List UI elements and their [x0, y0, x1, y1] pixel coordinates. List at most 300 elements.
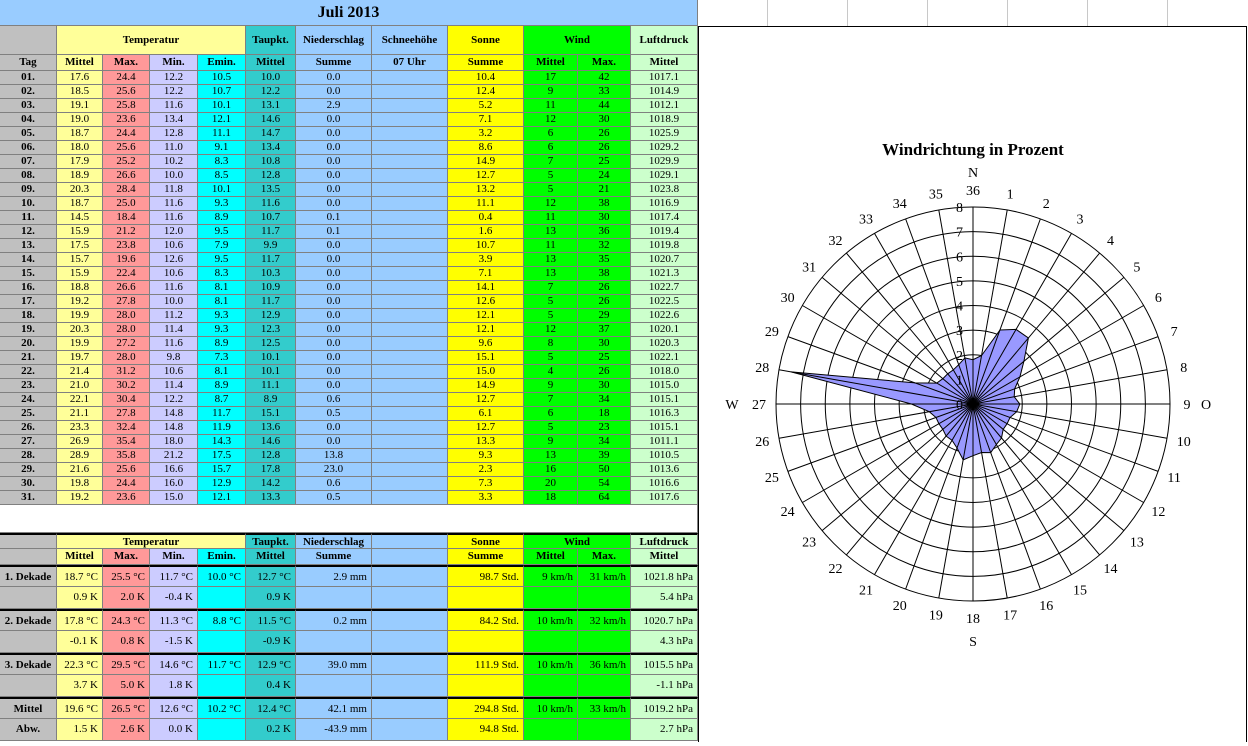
day-value[interactable]: 11 [524, 211, 578, 225]
day-value[interactable]: 9.3 [198, 309, 246, 323]
day-value[interactable] [372, 379, 448, 393]
summary-row-label[interactable] [0, 631, 57, 653]
schneehoehe-header[interactable]: Schneehöhe [372, 26, 448, 55]
day-value[interactable]: 0.0 [296, 155, 372, 169]
summary-value[interactable]: 1015.5 hPa [631, 653, 698, 675]
day-value[interactable]: 12.2 [246, 85, 296, 99]
emin-header[interactable]: Emin. [198, 55, 246, 71]
day-value[interactable]: 13.4 [150, 113, 198, 127]
day-value[interactable]: 0.6 [296, 477, 372, 491]
tag-header-blank[interactable] [0, 26, 57, 55]
summary-value[interactable] [524, 631, 578, 653]
day-value[interactable]: 9.3 [198, 197, 246, 211]
day-value[interactable]: 10.3 [246, 267, 296, 281]
day-value[interactable] [372, 211, 448, 225]
summary-value[interactable]: 5.0 K [103, 675, 150, 697]
day-value[interactable]: 21.4 [57, 365, 103, 379]
wind-rose-chart[interactable] [698, 26, 1247, 742]
day-value[interactable]: 1015.0 [631, 379, 698, 393]
day-value[interactable]: 1017.6 [631, 491, 698, 505]
day-value[interactable]: 1029.9 [631, 155, 698, 169]
day-value[interactable] [372, 155, 448, 169]
day-value[interactable]: 38 [578, 197, 631, 211]
day-value[interactable]: 23.6 [103, 113, 150, 127]
day-value[interactable]: 17.5 [57, 239, 103, 253]
day-value[interactable]: 0.0 [296, 281, 372, 295]
day-value[interactable]: 5 [524, 351, 578, 365]
day-value[interactable] [372, 295, 448, 309]
day-value[interactable]: 9.5 [198, 253, 246, 267]
day-value[interactable]: 13.4 [246, 141, 296, 155]
day-value[interactable]: 9.3 [448, 449, 524, 463]
day-value[interactable]: 13.8 [296, 449, 372, 463]
day-value[interactable]: 16.6 [150, 463, 198, 477]
day-value[interactable]: 9.3 [198, 323, 246, 337]
summary-value[interactable]: 11.7 °C [198, 653, 246, 675]
day-value[interactable]: 11.6 [150, 197, 198, 211]
summary-value[interactable]: 2.9 mm [296, 565, 372, 587]
day-value[interactable]: 7.1 [448, 113, 524, 127]
day-value[interactable]: 34 [578, 435, 631, 449]
summary-value[interactable]: 1021.8 hPa [631, 565, 698, 587]
summary-value[interactable] [524, 587, 578, 609]
day-value[interactable]: 11.2 [150, 309, 198, 323]
day-label[interactable]: 19. [0, 323, 57, 337]
day-value[interactable]: 25.0 [103, 197, 150, 211]
day-value[interactable]: 14.1 [448, 281, 524, 295]
day-value[interactable]: 20.3 [57, 323, 103, 337]
day-value[interactable]: 24.4 [103, 127, 150, 141]
summary-value[interactable]: 294.8 Std. [448, 697, 524, 719]
day-value[interactable]: 44 [578, 99, 631, 113]
day-value[interactable] [372, 85, 448, 99]
day-value[interactable]: 0.0 [296, 379, 372, 393]
summary-value[interactable] [448, 631, 524, 653]
day-value[interactable]: 1015.1 [631, 393, 698, 407]
day-value[interactable] [372, 169, 448, 183]
day-value[interactable]: 1022.5 [631, 295, 698, 309]
day-label[interactable]: 13. [0, 239, 57, 253]
summary-value[interactable]: 42.1 mm [296, 697, 372, 719]
summary-value[interactable]: 94.8 Std. [448, 719, 524, 741]
day-value[interactable]: 0.0 [296, 365, 372, 379]
day-value[interactable]: 8.7 [198, 393, 246, 407]
day-value[interactable]: 11.1 [246, 379, 296, 393]
day-label[interactable]: 24. [0, 393, 57, 407]
summary-value[interactable]: 111.9 Std. [448, 653, 524, 675]
day-value[interactable]: 1013.6 [631, 463, 698, 477]
day-value[interactable]: 10.8 [246, 155, 296, 169]
day-value[interactable]: 7.1 [448, 267, 524, 281]
day-value[interactable]: 19.7 [57, 351, 103, 365]
day-value[interactable]: 1020.1 [631, 323, 698, 337]
day-value[interactable]: 1020.7 [631, 253, 698, 267]
day-value[interactable]: 2.9 [296, 99, 372, 113]
day-value[interactable]: 30 [578, 211, 631, 225]
day-value[interactable]: 26.6 [103, 281, 150, 295]
day-value[interactable]: 17.5 [198, 449, 246, 463]
day-value[interactable]: 15.0 [150, 491, 198, 505]
day-value[interactable]: 9 [524, 85, 578, 99]
day-value[interactable]: 1029.2 [631, 141, 698, 155]
day-label[interactable]: 23. [0, 379, 57, 393]
day-label[interactable]: 17. [0, 295, 57, 309]
day-value[interactable]: 13.3 [246, 491, 296, 505]
day-value[interactable]: 29 [578, 309, 631, 323]
day-value[interactable] [372, 323, 448, 337]
luftdruck-mittel-header[interactable]: Mittel [631, 55, 698, 71]
day-value[interactable]: 19.6 [103, 253, 150, 267]
day-value[interactable]: 23 [578, 421, 631, 435]
day-value[interactable]: 39 [578, 449, 631, 463]
day-value[interactable]: 12.6 [150, 253, 198, 267]
day-value[interactable]: 28.0 [103, 323, 150, 337]
day-value[interactable]: 1014.9 [631, 85, 698, 99]
day-value[interactable]: 13.6 [246, 421, 296, 435]
day-value[interactable]: 12.2 [150, 71, 198, 85]
day-value[interactable]: 11.1 [448, 197, 524, 211]
day-value[interactable]: 0.0 [296, 239, 372, 253]
day-value[interactable]: 26 [578, 127, 631, 141]
day-value[interactable]: 10.6 [150, 267, 198, 281]
day-value[interactable]: 0.0 [296, 337, 372, 351]
day-value[interactable]: 1019.4 [631, 225, 698, 239]
summary-value[interactable]: 1019.2 hPa [631, 697, 698, 719]
day-value[interactable]: 14.9 [448, 155, 524, 169]
day-value[interactable]: 32 [578, 239, 631, 253]
day-value[interactable]: 5 [524, 309, 578, 323]
day-label[interactable]: 27. [0, 435, 57, 449]
day-value[interactable]: 8.1 [198, 365, 246, 379]
day-value[interactable]: 18.5 [57, 85, 103, 99]
day-value[interactable]: 9.8 [150, 351, 198, 365]
summary-value[interactable] [372, 587, 448, 609]
day-value[interactable]: 0.1 [296, 211, 372, 225]
day-value[interactable]: 12.7 [448, 421, 524, 435]
day-value[interactable]: 18 [578, 407, 631, 421]
day-value[interactable]: 26 [578, 141, 631, 155]
day-value[interactable]: 27.2 [103, 337, 150, 351]
day-value[interactable] [372, 113, 448, 127]
summary-value[interactable]: -43.9 mm [296, 719, 372, 741]
day-value[interactable]: 10.7 [198, 85, 246, 99]
summary-value[interactable] [448, 675, 524, 697]
day-value[interactable]: 11 [524, 239, 578, 253]
day-value[interactable]: 10.1 [198, 183, 246, 197]
day-value[interactable]: 13.5 [246, 183, 296, 197]
summary-value[interactable] [372, 719, 448, 741]
summary-value[interactable]: 19.6 °C [57, 697, 103, 719]
day-value[interactable]: 54 [578, 477, 631, 491]
day-value[interactable]: 22.4 [103, 267, 150, 281]
summary-value[interactable]: 39.0 mm [296, 653, 372, 675]
summary-value[interactable]: 11.7 °C [150, 565, 198, 587]
day-value[interactable]: 7.3 [448, 477, 524, 491]
day-value[interactable] [372, 239, 448, 253]
summary-wind-header[interactable]: Wind [524, 533, 631, 549]
summary-value[interactable]: 98.7 Std. [448, 565, 524, 587]
summary-value[interactable] [372, 565, 448, 587]
summary-value[interactable] [372, 697, 448, 719]
day-value[interactable] [372, 449, 448, 463]
day-value[interactable]: 14.5 [57, 211, 103, 225]
day-value[interactable]: 25.6 [103, 141, 150, 155]
summary-value[interactable] [372, 631, 448, 653]
day-value[interactable]: 1018.9 [631, 113, 698, 127]
summary-subheader[interactable] [372, 549, 448, 565]
day-value[interactable]: 10.5 [198, 71, 246, 85]
day-value[interactable]: 18.8 [57, 281, 103, 295]
day-value[interactable]: 11.6 [150, 211, 198, 225]
day-value[interactable]: 0.0 [296, 309, 372, 323]
day-value[interactable]: 23.3 [57, 421, 103, 435]
summary-value[interactable]: -0.1 K [57, 631, 103, 653]
summary-value[interactable]: 32 km/h [578, 609, 631, 631]
summary-value[interactable]: 1020.7 hPa [631, 609, 698, 631]
day-value[interactable]: 1015.1 [631, 421, 698, 435]
day-value[interactable]: 8.1 [198, 295, 246, 309]
day-value[interactable]: 16 [524, 463, 578, 477]
day-value[interactable]: 64 [578, 491, 631, 505]
day-value[interactable] [372, 71, 448, 85]
day-value[interactable]: 0.0 [296, 113, 372, 127]
tag-header[interactable]: Tag [0, 55, 57, 71]
day-value[interactable]: 38 [578, 267, 631, 281]
summary-row-label[interactable]: Mittel [0, 697, 57, 719]
day-value[interactable]: 13 [524, 225, 578, 239]
summary-value[interactable]: 14.6 °C [150, 653, 198, 675]
summary-value[interactable]: 2.7 hPa [631, 719, 698, 741]
day-value[interactable]: 9.6 [448, 337, 524, 351]
day-value[interactable]: 1019.8 [631, 239, 698, 253]
day-value[interactable]: 14.9 [448, 379, 524, 393]
day-label[interactable]: 03. [0, 99, 57, 113]
day-value[interactable]: 1022.7 [631, 281, 698, 295]
day-value[interactable]: 0.0 [296, 351, 372, 365]
day-value[interactable] [372, 435, 448, 449]
day-value[interactable]: 35.8 [103, 449, 150, 463]
day-value[interactable]: 10.2 [150, 155, 198, 169]
day-value[interactable] [372, 183, 448, 197]
summary-row-label[interactable] [0, 675, 57, 697]
wind-max-header[interactable]: Max. [578, 55, 631, 71]
day-value[interactable] [372, 477, 448, 491]
day-value[interactable]: 3.9 [448, 253, 524, 267]
day-value[interactable]: 0.0 [296, 169, 372, 183]
day-value[interactable]: 11.7 [246, 253, 296, 267]
day-value[interactable]: 17 [524, 71, 578, 85]
day-value[interactable]: 20 [524, 477, 578, 491]
summary-value[interactable]: 12.9 °C [246, 653, 296, 675]
day-value[interactable] [372, 393, 448, 407]
day-value[interactable]: 8.3 [198, 267, 246, 281]
summary-subheader[interactable]: Mittel [524, 549, 578, 565]
summary-value[interactable]: 12.6 °C [150, 697, 198, 719]
day-value[interactable]: 11.7 [246, 225, 296, 239]
day-label[interactable]: 01. [0, 71, 57, 85]
day-value[interactable]: 23.6 [103, 491, 150, 505]
summary-value[interactable]: 17.8 °C [57, 609, 103, 631]
day-value[interactable]: 0.5 [296, 491, 372, 505]
day-value[interactable] [372, 197, 448, 211]
day-value[interactable]: 9.1 [198, 141, 246, 155]
day-value[interactable]: 25.6 [103, 463, 150, 477]
day-value[interactable]: 8.9 [198, 337, 246, 351]
day-value[interactable]: 10.6 [150, 365, 198, 379]
summary-value[interactable]: -1.1 hPa [631, 675, 698, 697]
day-value[interactable]: 12.1 [198, 491, 246, 505]
day-value[interactable]: 0.0 [296, 253, 372, 267]
day-value[interactable]: 0.0 [296, 141, 372, 155]
summary-taupkt-header[interactable]: Taupkt. [246, 533, 296, 549]
day-value[interactable]: 10.9 [246, 281, 296, 295]
day-value[interactable]: 13 [524, 449, 578, 463]
summary-value[interactable]: 9 km/h [524, 565, 578, 587]
summary-value[interactable] [578, 719, 631, 741]
day-value[interactable]: 26.6 [103, 169, 150, 183]
summary-value[interactable]: 0.9 K [57, 587, 103, 609]
day-value[interactable]: 14.3 [198, 435, 246, 449]
day-value[interactable]: 1017.4 [631, 211, 698, 225]
summary-value[interactable]: 0.2 K [246, 719, 296, 741]
day-value[interactable]: 14.2 [246, 477, 296, 491]
summary-value[interactable]: 0.8 K [103, 631, 150, 653]
summary-tag-blank[interactable] [0, 533, 57, 549]
day-value[interactable]: 26 [578, 281, 631, 295]
day-value[interactable]: 21.6 [57, 463, 103, 477]
summary-value[interactable] [198, 587, 246, 609]
summary-value[interactable]: 12.7 °C [246, 565, 296, 587]
day-value[interactable]: 11.8 [150, 183, 198, 197]
day-value[interactable]: 20.3 [57, 183, 103, 197]
summary-row-label[interactable]: Abw. [0, 719, 57, 741]
day-value[interactable]: 1017.1 [631, 71, 698, 85]
day-value[interactable]: 12.1 [448, 309, 524, 323]
day-value[interactable]: 2.3 [448, 463, 524, 477]
summary-subheader[interactable]: Mittel [631, 549, 698, 565]
sonne-header[interactable]: Sonne [448, 26, 524, 55]
day-value[interactable]: 37 [578, 323, 631, 337]
summary-value[interactable] [524, 719, 578, 741]
day-value[interactable]: 8 [524, 337, 578, 351]
summary-value[interactable]: 0.9 K [246, 587, 296, 609]
schnee-uhr-header[interactable]: 07 Uhr [372, 55, 448, 71]
day-value[interactable]: 18.7 [57, 127, 103, 141]
summary-value[interactable] [524, 675, 578, 697]
day-value[interactable]: 18 [524, 491, 578, 505]
day-value[interactable]: 1.6 [448, 225, 524, 239]
summary-value[interactable]: 18.7 °C [57, 565, 103, 587]
day-value[interactable]: 12.8 [150, 127, 198, 141]
day-value[interactable]: 1020.3 [631, 337, 698, 351]
summary-subheader[interactable]: Summe [296, 549, 372, 565]
summary-schnee-blank[interactable] [372, 533, 448, 549]
day-value[interactable]: 26 [578, 365, 631, 379]
day-value[interactable]: 16.0 [150, 477, 198, 491]
day-value[interactable]: 15.9 [57, 267, 103, 281]
day-value[interactable]: 11.0 [150, 141, 198, 155]
day-value[interactable]: 18.9 [57, 169, 103, 183]
summary-value[interactable]: 10.2 °C [198, 697, 246, 719]
summary-value[interactable] [198, 719, 246, 741]
summary-value[interactable] [296, 675, 372, 697]
day-value[interactable] [372, 141, 448, 155]
summary-value[interactable] [198, 675, 246, 697]
summary-value[interactable]: 0.0 K [150, 719, 198, 741]
day-value[interactable]: 12.7 [448, 393, 524, 407]
day-value[interactable]: 30 [578, 337, 631, 351]
day-value[interactable]: 14.6 [246, 435, 296, 449]
day-label[interactable]: 16. [0, 281, 57, 295]
summary-subheader[interactable]: Summe [448, 549, 524, 565]
day-value[interactable]: 14.7 [246, 127, 296, 141]
day-value[interactable]: 24 [578, 169, 631, 183]
day-value[interactable]: 10.1 [246, 365, 296, 379]
summary-value[interactable]: 10 km/h [524, 609, 578, 631]
day-value[interactable]: 8.6 [448, 141, 524, 155]
day-value[interactable] [372, 463, 448, 477]
day-value[interactable]: 5 [524, 421, 578, 435]
summary-value[interactable] [198, 631, 246, 653]
day-value[interactable]: 25.8 [103, 99, 150, 113]
day-value[interactable]: 12.9 [246, 309, 296, 323]
day-value[interactable]: 11.9 [198, 421, 246, 435]
summary-sonne-header[interactable]: Sonne [448, 533, 524, 549]
day-value[interactable]: 21.2 [103, 225, 150, 239]
summary-subheader[interactable] [0, 549, 57, 565]
day-label[interactable]: 09. [0, 183, 57, 197]
day-value[interactable]: 6 [524, 141, 578, 155]
summary-value[interactable]: 22.3 °C [57, 653, 103, 675]
niederschlag-summe-header[interactable]: Summe [296, 55, 372, 71]
day-value[interactable]: 1023.8 [631, 183, 698, 197]
summary-subheader[interactable]: Max. [103, 549, 150, 565]
day-label[interactable]: 21. [0, 351, 57, 365]
day-value[interactable]: 11.6 [150, 99, 198, 113]
day-value[interactable]: 11.4 [150, 379, 198, 393]
day-value[interactable] [372, 491, 448, 505]
day-value[interactable]: 19.1 [57, 99, 103, 113]
summary-row-label[interactable]: 2. Dekade [0, 609, 57, 631]
day-value[interactable]: 1029.1 [631, 169, 698, 183]
summary-value[interactable]: 4.3 hPa [631, 631, 698, 653]
summary-value[interactable]: 5.4 hPa [631, 587, 698, 609]
day-label[interactable]: 07. [0, 155, 57, 169]
day-label[interactable]: 20. [0, 337, 57, 351]
day-value[interactable]: 0.0 [296, 295, 372, 309]
summary-row-label[interactable] [0, 587, 57, 609]
day-value[interactable]: 10.0 [150, 295, 198, 309]
summary-row-label[interactable]: 1. Dekade [0, 565, 57, 587]
day-value[interactable]: 14.6 [246, 113, 296, 127]
day-value[interactable]: 10.6 [150, 239, 198, 253]
day-value[interactable]: 12.2 [150, 393, 198, 407]
day-value[interactable]: 13.1 [246, 99, 296, 113]
day-value[interactable]: 19.9 [57, 309, 103, 323]
day-value[interactable]: 7.3 [198, 351, 246, 365]
day-value[interactable]: 23.8 [103, 239, 150, 253]
day-value[interactable] [372, 267, 448, 281]
summary-value[interactable] [296, 631, 372, 653]
day-value[interactable]: 12.0 [150, 225, 198, 239]
day-value[interactable]: 18.0 [150, 435, 198, 449]
day-value[interactable]: 19.0 [57, 113, 103, 127]
day-value[interactable]: 0.5 [296, 407, 372, 421]
day-value[interactable]: 10.1 [246, 351, 296, 365]
summary-value[interactable] [578, 587, 631, 609]
summary-subheader[interactable]: Emin. [198, 549, 246, 565]
day-value[interactable]: 15.7 [57, 253, 103, 267]
